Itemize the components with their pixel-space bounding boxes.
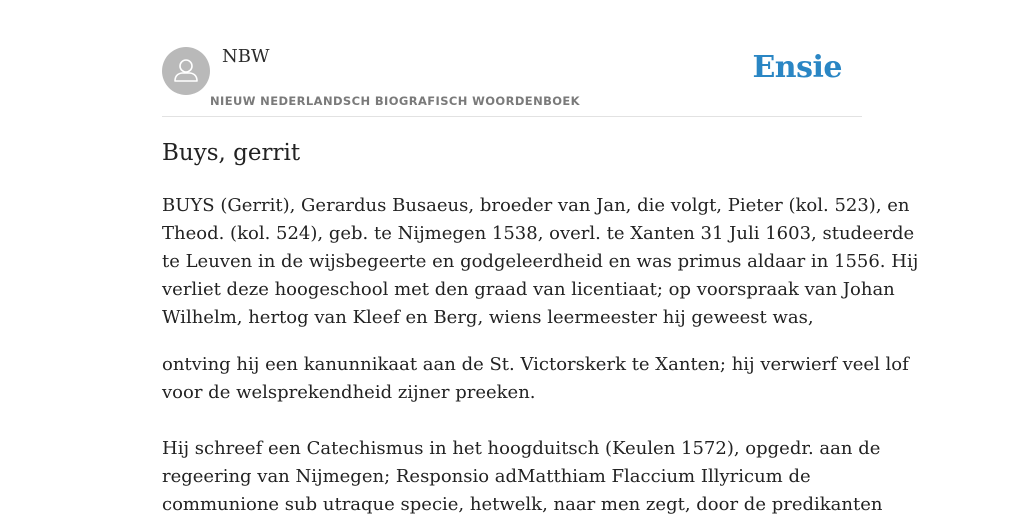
- article-paragraph: [162, 351, 909, 407]
- paragraph-line: Hij schreef een Catechismus in het hoogduitsch (Keulen 1572), opgedr. aan de: [162, 438, 881, 459]
- brand-logo[interactable]: Ensie: [752, 50, 842, 85]
- paragraph-line: te Leuven in de wijsbegeerte en godgeleerdheid en was primus aldaar in 1556. Hij: [162, 251, 919, 272]
- article-title: Buys, gerrit: [162, 140, 301, 166]
- paragraph-line: communione sub utraque specie, hetwelk, naar men zegt, door de predikanten: [162, 494, 883, 515]
- paragraph-line: regeering van Nijmegen; Responsio adMatthiam Flaccium Illyricum de: [162, 466, 811, 487]
- paragraph-line: verliet deze hoogeschool met den graad van licentiaat; op voorspraak van Johan: [162, 279, 895, 300]
- avatar[interactable]: [162, 47, 210, 95]
- paragraph-line: ontving hij een kanunnikaat aan de St. Victorskerk te Xanten; hij verwierf veel lof: [162, 354, 909, 375]
- paragraph-line: voor de welsprekendheid zijner preeken.: [162, 382, 536, 403]
- paragraph-line: Wilhelm, hertog van Kleef en Berg, wiens leermeester hij geweest was,: [162, 307, 814, 328]
- source-name[interactable]: NBW: [222, 46, 270, 67]
- site-header: [162, 44, 862, 117]
- paragraph-line: BUYS (Gerrit), Gerardus Busaeus, broeder van Jan, die volgt, Pieter (kol. 523), en: [162, 195, 910, 216]
- article-paragraph: [162, 435, 883, 519]
- article-paragraph: [162, 192, 919, 332]
- source-subtitle: NIEUW NEDERLANDSCH BIOGRAFISCH WOORDENBOEK: [210, 94, 580, 108]
- paragraph-line: Theod. (kol. 524), geb. te Nijmegen 1538, overl. te Xanten 31 Juli 1603, studeerde: [162, 223, 915, 244]
- user-icon: [162, 47, 210, 95]
